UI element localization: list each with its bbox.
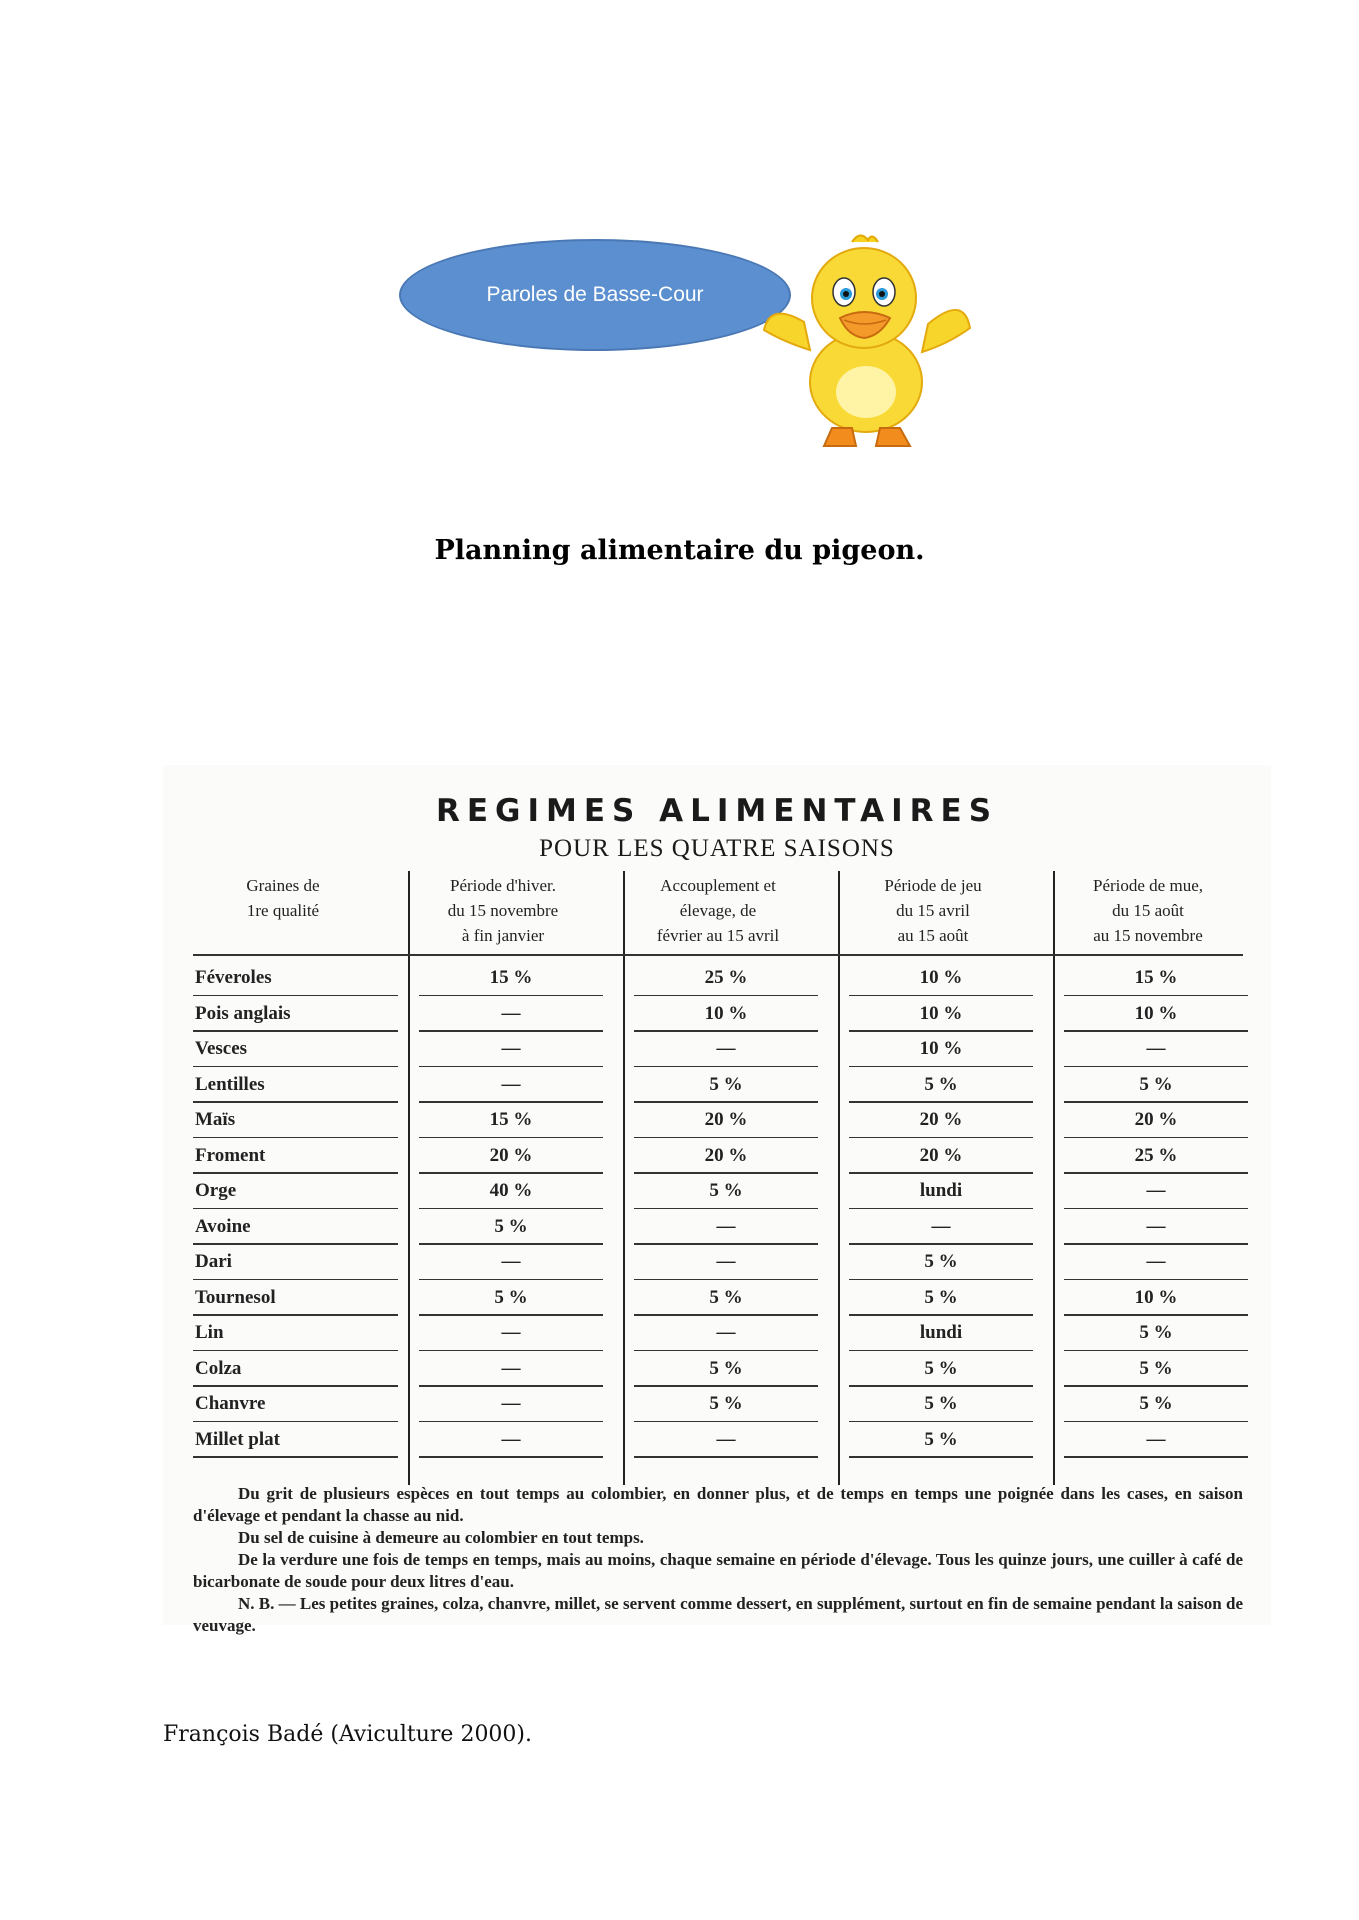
table-cell: — xyxy=(501,1322,521,1343)
header-play xyxy=(833,873,1033,948)
table-cell: 5 % xyxy=(709,1357,743,1379)
table-cell: 5 % xyxy=(924,1428,958,1450)
table-cell: 20 % xyxy=(704,1144,748,1166)
table-row xyxy=(193,1316,1243,1351)
table-cell: 15 % xyxy=(1134,967,1178,988)
table-cell: 5 % xyxy=(709,1180,743,1201)
table-cell: 10 % xyxy=(704,1002,748,1024)
table-cell: — xyxy=(501,1073,521,1095)
table-row xyxy=(193,1245,1243,1280)
note-paragraph: Du grit de plusieurs espèces en tout temps au colombier, en donner plus, et de temps en temps une poignée dans les cases, en saison d'élevage et pendant la chasse au nid. xyxy=(193,1484,1243,1525)
table-cell: — xyxy=(1146,1215,1166,1237)
table-cell: 10 % xyxy=(1134,1286,1178,1308)
table-cell: 5 % xyxy=(924,1357,958,1379)
row-rule xyxy=(849,1456,1033,1458)
table-cell: — xyxy=(501,1038,521,1059)
grain-name: Maïs xyxy=(195,1109,236,1130)
header-grains-line2: 1re qualité xyxy=(246,901,320,920)
grain-name: Froment xyxy=(195,1144,266,1166)
table-cell: 5 % xyxy=(924,1073,958,1095)
table-row xyxy=(193,1139,1243,1174)
scan-subtitle: POUR LES QUATRE SAISONS xyxy=(539,835,895,862)
table-cell: — xyxy=(1146,1428,1166,1450)
scan-title: REGIMES ALIMENTAIRES xyxy=(435,793,999,829)
grain-name: Lin xyxy=(195,1322,224,1343)
credit-line: François Badé (Aviculture 2000). xyxy=(163,1722,533,1747)
header-winter-line2: du 15 novembre xyxy=(447,901,559,920)
notes-block xyxy=(193,1483,1243,1637)
header-rule xyxy=(193,954,1243,956)
table-cell: — xyxy=(501,1428,521,1450)
grain-name: Colza xyxy=(195,1357,242,1379)
table-cell: lundi xyxy=(919,1180,963,1201)
row-rule xyxy=(193,1456,398,1458)
header-breeding-line3: février au 15 avril xyxy=(656,926,780,945)
header-play-line1: Période de jeu xyxy=(884,876,982,895)
grain-name: Avoine xyxy=(195,1215,251,1237)
note-paragraph: N. B. — Les petites graines, colza, chanvre, millet, se servent comme dessert, en supplément, surtout en fin de semaine pendant la saison de veuvage. xyxy=(193,1594,1243,1635)
table-cell: — xyxy=(716,1322,736,1343)
logo-text: Paroles de Basse-Cour xyxy=(486,283,704,306)
header-winter-line3: à fin janvier xyxy=(461,926,545,945)
table-cell: — xyxy=(1146,1180,1166,1201)
page-title: Planning alimentaire du pigeon. xyxy=(434,535,925,566)
header-moult-line2: du 15 août xyxy=(1112,901,1184,920)
table-row xyxy=(193,1387,1243,1422)
table-cell: 5 % xyxy=(1139,1322,1173,1343)
table-cell: 5 % xyxy=(1139,1393,1173,1414)
table-cell: 25 % xyxy=(1134,1144,1178,1166)
row-rule xyxy=(634,1456,818,1458)
table-row xyxy=(193,1281,1243,1316)
table-cell: 5 % xyxy=(709,1073,743,1095)
table-cell: — xyxy=(1146,1251,1166,1272)
grain-name: Vesces xyxy=(195,1038,248,1059)
table-cell: 25 % xyxy=(704,967,748,988)
table-cell: — xyxy=(716,1215,736,1237)
table-row xyxy=(193,1103,1243,1138)
table-row xyxy=(193,997,1243,1032)
header-moult xyxy=(1048,873,1248,948)
header-breeding-line1: Accouplement et xyxy=(660,876,776,895)
table-cell: 15 % xyxy=(489,967,533,988)
header-breeding-line2: élevage, de xyxy=(679,901,757,920)
table-cell: 5 % xyxy=(494,1215,528,1237)
table-cell: lundi xyxy=(919,1322,963,1343)
grain-name: Orge xyxy=(195,1180,237,1201)
table-cell: 10 % xyxy=(919,1038,963,1059)
table-cell: 20 % xyxy=(704,1109,748,1130)
grain-name: Tournesol xyxy=(195,1286,276,1308)
table-cell: 5 % xyxy=(494,1286,528,1308)
header-winter xyxy=(403,873,603,948)
header-breeding xyxy=(618,873,818,948)
table-row xyxy=(193,1174,1243,1209)
table-cell: 20 % xyxy=(919,1109,963,1130)
header-moult-line3: au 15 novembre xyxy=(1093,926,1203,945)
row-rule xyxy=(419,1456,603,1458)
note-paragraph: De la verdure une fois de temps en temps, mais au moins, chaque semaine en période d'élevage. Tous les quinze jours, une cuiller à café de bicarbonate de soude pour deux litres d'eau. xyxy=(193,1550,1243,1591)
scanned-table-image xyxy=(163,765,1271,1635)
table-cell: 10 % xyxy=(1134,1002,1178,1024)
table-cell: 5 % xyxy=(924,1393,958,1414)
table-cell: — xyxy=(501,1357,521,1379)
table-cell: 20 % xyxy=(919,1144,963,1166)
grain-name: Lentilles xyxy=(195,1073,265,1095)
table-row xyxy=(193,961,1243,996)
table-cell: — xyxy=(716,1251,736,1272)
row-rule xyxy=(1064,1456,1248,1458)
table-cell: 5 % xyxy=(924,1286,958,1308)
table-row xyxy=(193,1210,1243,1245)
grain-name: Chanvre xyxy=(195,1393,266,1414)
table-cell: 20 % xyxy=(1134,1109,1178,1130)
table-cell: 5 % xyxy=(709,1393,743,1414)
logo-badge xyxy=(399,239,791,351)
table-cell: 5 % xyxy=(1139,1357,1173,1379)
header-grains xyxy=(218,873,348,923)
grain-name: Millet plat xyxy=(195,1428,280,1450)
table-cell: 5 % xyxy=(924,1251,958,1272)
table-cell: 10 % xyxy=(919,967,963,988)
table-cell: — xyxy=(716,1428,736,1450)
table-cell: 15 % xyxy=(489,1109,533,1130)
header-grains-line1: Graines de xyxy=(246,876,320,895)
grain-name: Féveroles xyxy=(195,967,272,988)
table-cell: — xyxy=(1146,1038,1166,1059)
grain-name: Dari xyxy=(195,1251,232,1272)
header-moult-line1: Période de mue, xyxy=(1093,876,1203,895)
header-winter-line1: Période d'hiver. xyxy=(450,876,556,895)
table-cell: 5 % xyxy=(1139,1073,1173,1095)
table-row xyxy=(193,1352,1243,1387)
header-play-line3: au 15 août xyxy=(897,926,969,945)
table-cell: 20 % xyxy=(489,1144,533,1166)
table-cell: — xyxy=(931,1215,951,1237)
table-cell: 10 % xyxy=(919,1002,963,1024)
note-paragraph: Du sel de cuisine à demeure au colombier en tout temps. xyxy=(238,1528,644,1547)
table-cell: — xyxy=(716,1038,736,1059)
header-play-line2: du 15 avril xyxy=(896,901,970,920)
grain-name: Pois anglais xyxy=(195,1002,291,1024)
table-cell: — xyxy=(501,1393,521,1414)
table-row xyxy=(193,1068,1243,1103)
table-cell: — xyxy=(501,1251,521,1272)
table-row xyxy=(193,1032,1243,1067)
table-cell: — xyxy=(501,1002,521,1024)
table-cell: 40 % xyxy=(489,1180,533,1201)
table-cell: 5 % xyxy=(709,1286,743,1308)
table-row xyxy=(193,1423,1243,1458)
duck-icon xyxy=(760,232,972,454)
